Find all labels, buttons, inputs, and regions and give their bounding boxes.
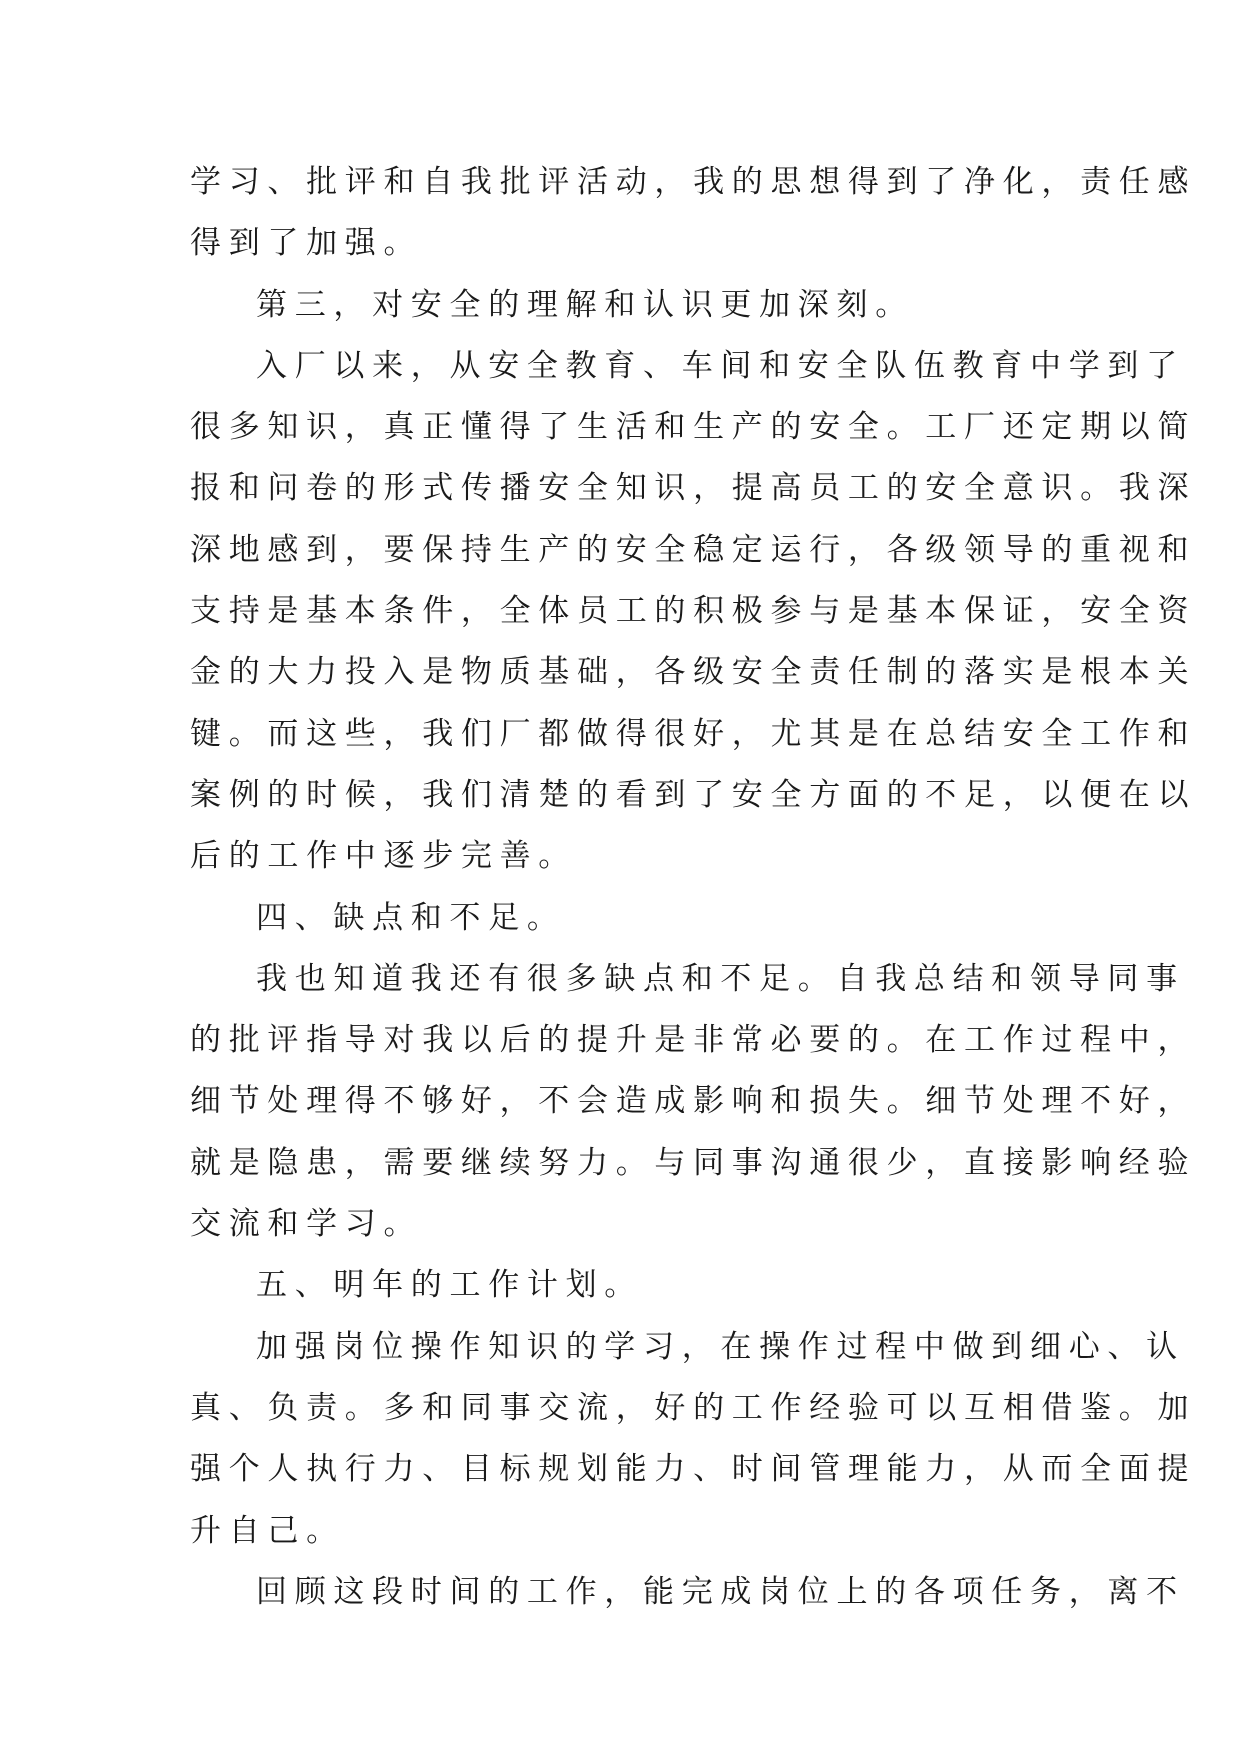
text-line: 案例的时候，我们清楚的看到了安全方面的不足，以便在以 [190, 776, 1197, 813]
text-line: 入厂以来，从安全教育、车间和安全队伍教育中学到了 [256, 347, 1185, 384]
text-line: 报和问卷的形式传播安全知识，提高员工的安全意识。我深 [190, 470, 1197, 507]
text-line: 细节处理得不够好，不会造成影响和损失。细节处理不好， [190, 1083, 1197, 1120]
text-line: 很多知识，真正懂得了生活和生产的安全。工厂还定期以简 [190, 409, 1197, 446]
text-line: 金的大力投入是物质基础，各级安全责任制的落实是根本关 [190, 654, 1197, 691]
section-heading: 五、明年的工作计划。 [256, 1267, 643, 1304]
text-line: 我也知道我还有很多缺点和不足。自我总结和领导同事 [256, 960, 1185, 997]
text-line: 就是隐患，需要继续努力。与同事沟通很少，直接影响经验 [190, 1144, 1197, 1181]
text-line: 升自己。 [190, 1512, 345, 1549]
text-line: 键。而这些，我们厂都做得很好，尤其是在总结安全工作和 [190, 715, 1197, 752]
text-line: 学习、批评和自我批评活动，我的思想得到了净化，责任感 [190, 164, 1197, 200]
text-line: 回顾这段时间的工作，能完成岗位上的各项任务，离不 [256, 1573, 1185, 1610]
text-line: 真、负责。多和同事交流，好的工作经验可以互相借鉴。加 [190, 1389, 1197, 1426]
section-heading: 第三，对安全的理解和认识更加深刻。 [256, 286, 914, 323]
text-line: 深地感到，要保持生产的安全稳定运行，各级领导的重视和 [190, 531, 1197, 568]
text-line: 强个人执行力、目标规划能力、时间管理能力，从而全面提 [190, 1451, 1197, 1488]
text-line: 交流和学习。 [190, 1206, 423, 1243]
section-heading: 四、缺点和不足。 [256, 899, 566, 936]
text-line: 得到了加强。 [190, 225, 423, 262]
document-body [190, 152, 1197, 1623]
text-line: 的批评指导对我以后的提升是非常必要的。在工作过程中， [190, 1022, 1197, 1059]
text-line: 支持是基本条件，全体员工的积极参与是基本保证，安全资 [190, 593, 1197, 630]
text-line: 加强岗位操作知识的学习，在操作过程中做到细心、认 [256, 1328, 1185, 1365]
text-line: 后的工作中逐步完善。 [190, 838, 577, 875]
